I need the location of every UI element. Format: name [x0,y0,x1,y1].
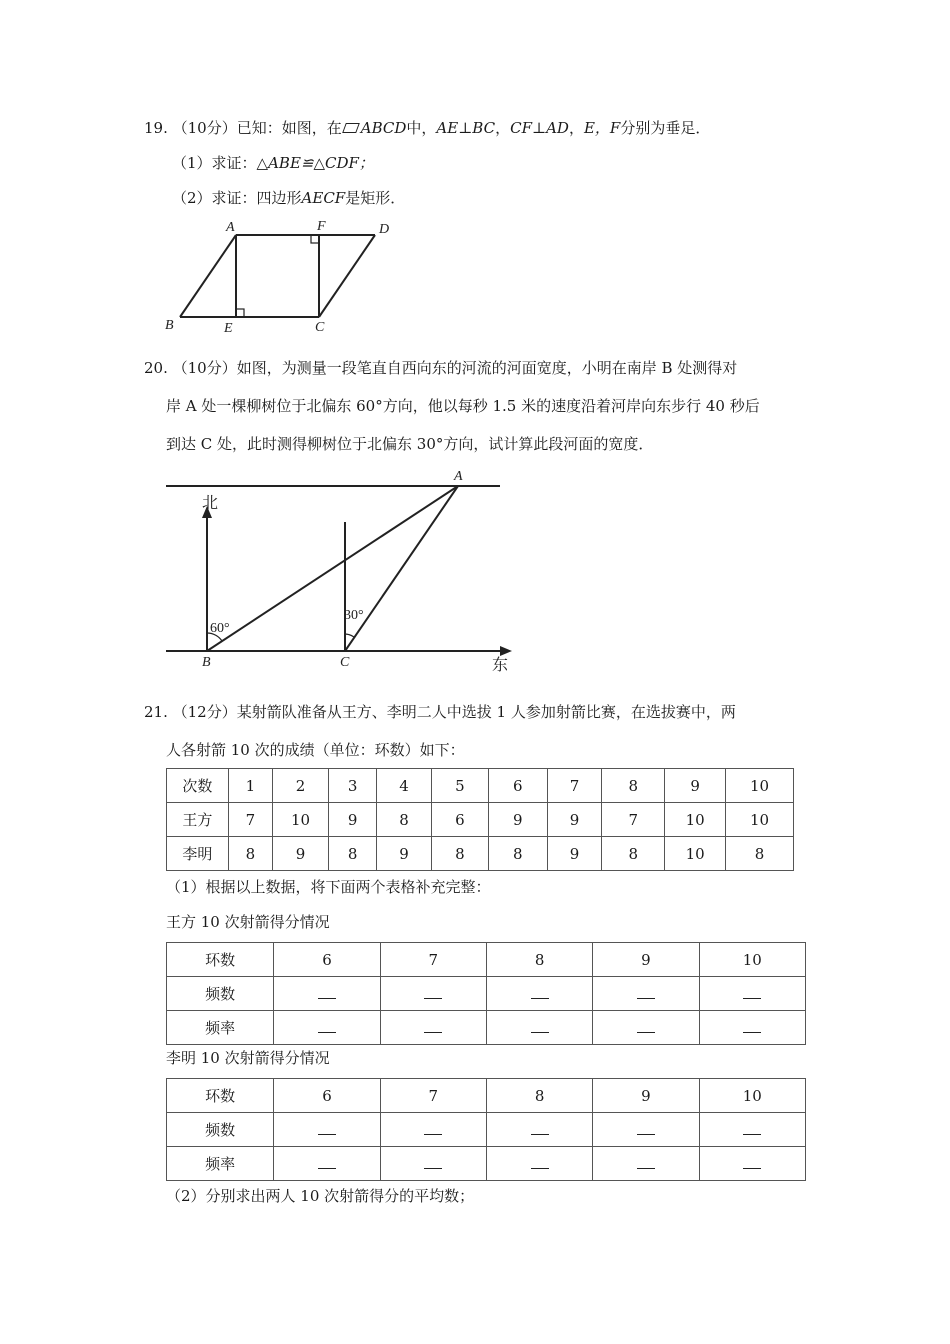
answer-blank [424,1158,442,1169]
table-cell: 6 [432,803,489,837]
table-cell: 8 [488,837,547,871]
q21-part1-text: （1）根据以上数据，将下面两个表格补充完整： [166,878,491,896]
table-row [167,977,806,1011]
label-c: C [340,655,350,670]
blank-cell[interactable] [380,1147,486,1181]
table-cell: 次数 [167,769,229,803]
q19-number: 19. [144,119,168,137]
q21-part1 [166,877,491,897]
blank-cell[interactable] [380,1011,486,1045]
table-cell: 1 [228,769,272,803]
answer-blank [743,1158,761,1169]
li-title-text: 李明 10 次射箭得分情况 [166,1049,330,1067]
q19-parallelogram-figure [160,215,400,340]
table-cell: 8 [377,803,432,837]
q19-part1-label: （1）求证： [172,154,257,172]
table-row [167,803,794,837]
table-cell: 2 [272,769,328,803]
q20-line2 [166,396,760,416]
table-cell: 9 [547,803,602,837]
label-d: D [379,222,390,237]
q20-line3 [166,434,653,454]
table-row [167,1079,806,1113]
angle-30-arc [345,634,354,637]
table-cell: 10 [726,769,794,803]
table-cell: 李明 [167,837,229,871]
right-angle-f-icon [311,235,319,243]
q21-line2 [166,740,465,760]
blank-cell[interactable] [699,1011,805,1045]
blank-cell[interactable] [593,1147,699,1181]
table-cell: 7 [228,803,272,837]
table-row [167,943,806,977]
right-angle-e-icon [236,309,244,317]
table-cell: 9 [272,837,328,871]
blank-cell[interactable] [593,977,699,1011]
table-cell: 6 [488,769,547,803]
answer-blank [531,988,549,999]
table-cell: 8 [602,769,665,803]
table-row [167,1113,806,1147]
angle-30-label: 30° [344,608,364,623]
q19-part2-post: 是矩形． [345,189,406,207]
table-cell: 9 [488,803,547,837]
label-c: C [315,320,325,335]
blank-cell[interactable] [699,1113,805,1147]
label-a: A [226,220,235,235]
q21-part2 [166,1186,474,1206]
table-cell: 4 [377,769,432,803]
blank-cell[interactable] [699,977,805,1011]
table-cell: 8 [602,837,665,871]
table-cell: 环数 [167,943,274,977]
answer-blank [637,1158,655,1169]
answer-blank [424,1022,442,1033]
table-cell: 8 [432,837,489,871]
parallelogram-symbol-icon [342,123,360,133]
table-cell: 9 [547,837,602,871]
table-cell: 8 [486,943,592,977]
table-cell: 8 [486,1079,592,1113]
q20-river-figure [160,462,520,674]
answer-blank [318,1158,336,1169]
table-cell: 8 [228,837,272,871]
table-cell: 3 [329,769,377,803]
table-cell: 频率 [167,1011,274,1045]
q21-text-1: 某射箭队准备从王方、李明二人中选拔 1 人参加射箭比赛，在选拔赛中，两 [236,703,736,721]
q19-part2-shape: AECF [301,189,346,207]
table-cell: 10 [699,943,805,977]
q21-part2-text: （2）分别求出两人 10 次射箭得分的平均数； [166,1187,475,1205]
table-cell: 频数 [167,977,274,1011]
answer-blank [743,988,761,999]
q19-cond3-post: 分别为垂足． [620,119,711,137]
side-ab [180,235,236,317]
table-cell: 8 [726,837,794,871]
q19-part1-statement: △ABE≌△CDF； [256,154,374,172]
blank-cell[interactable] [593,1011,699,1045]
q20-text-3: 到达 C 处，此时测得柳树位于北偏东 30°方向，试计算此段河面的宽度． [166,435,654,453]
answer-blank [637,1124,655,1135]
label-e: E [224,321,233,336]
answer-blank [743,1124,761,1135]
angle-60-label: 60° [210,621,230,636]
answer-blank [637,1022,655,1033]
q21-number: 21. [144,703,168,721]
answer-blank [531,1022,549,1033]
table-cell: 10 [726,803,794,837]
table-row [167,1011,806,1045]
answer-blank [318,1124,336,1135]
table-cell: 10 [272,803,328,837]
label-b: B [202,655,211,670]
q20-line1 [144,358,737,378]
q21-text-2: 人各射箭 10 次的成绩（单位：环数）如下： [166,741,465,759]
q21-score: （12分） [172,703,237,721]
label-a: A [454,469,463,484]
east-arrow-icon [500,646,512,656]
table-cell: 7 [547,769,602,803]
q19-score: （10分） [172,119,237,137]
answer-blank [637,988,655,999]
blank-cell[interactable] [486,1147,592,1181]
wang-frequency-table [166,942,806,1045]
table-cell: 9 [593,1079,699,1113]
side-cd [319,235,375,317]
q19-part2 [172,188,405,208]
q19-text [144,118,710,138]
north-label: 北 [202,495,219,512]
label-b: B [165,318,174,333]
table-cell: 6 [274,943,380,977]
li-table-title [166,1048,330,1068]
table-cell: 7 [380,1079,486,1113]
blank-cell[interactable] [274,1113,380,1147]
answer-blank [318,1022,336,1033]
label-f: F [317,219,326,234]
table-cell: 环数 [167,1079,274,1113]
blank-cell[interactable] [486,1113,592,1147]
li-frequency-table [166,1078,806,1181]
blank-cell[interactable] [486,1011,592,1045]
q19-parallelogram-name: ABCD [360,119,407,137]
answer-blank [424,1124,442,1135]
table-cell: 7 [380,943,486,977]
table-cell: 6 [274,1079,380,1113]
answer-blank [531,1124,549,1135]
east-label: 东 [492,657,509,674]
q19-cond2: CF⊥AD [510,119,569,137]
table-cell: 8 [329,837,377,871]
line-ca [345,486,458,651]
wang-title-text: 王方 10 次射箭得分情况 [166,913,330,931]
answer-blank [318,988,336,999]
answer-blank [743,1022,761,1033]
table-cell: 10 [665,837,726,871]
table-cell: 频率 [167,1147,274,1181]
table-row [167,769,794,803]
table-cell: 9 [377,837,432,871]
q19-given-1: 中， [406,119,437,137]
blank-cell[interactable] [274,1011,380,1045]
table-row [167,837,794,871]
score-table [166,768,794,871]
answer-blank [531,1158,549,1169]
q19-part1 [172,153,374,173]
blank-cell[interactable] [380,977,486,1011]
q20-text-1: 如图，为测量一段笔直自西向东的河流的河面宽度，小明在南岸 B 处测得对 [236,359,738,377]
q19-ef: E，F [583,119,621,137]
table-cell: 5 [432,769,489,803]
line-ba [207,486,458,651]
table-cell: 9 [329,803,377,837]
q20-number: 20. [144,359,168,377]
table-cell: 10 [665,803,726,837]
q20-score: （10分） [172,359,237,377]
q20-text-2: 岸 A 处一棵柳树位于北偏东 60°方向，他以每秒 1.5 米的速度沿着河岸向东步行 40 秒后 [166,397,760,415]
table-cell: 9 [665,769,726,803]
q21-line1 [144,702,736,722]
q19-part2-label: （2）求证：四边形 [172,189,302,207]
table-cell: 频数 [167,1113,274,1147]
blank-cell[interactable] [593,1113,699,1147]
table-cell: 王方 [167,803,229,837]
wang-table-title [166,912,330,932]
table-cell: 9 [593,943,699,977]
blank-cell[interactable] [699,1147,805,1181]
table-cell: 7 [602,803,665,837]
blank-cell[interactable] [486,977,592,1011]
table-row [167,1147,806,1181]
blank-cell[interactable] [380,1113,486,1147]
q19-comma: ， [495,119,511,137]
blank-cell[interactable] [274,977,380,1011]
answer-blank [424,988,442,999]
q19-cond1: AE⊥BC [436,119,496,137]
q19-cond3-pre: ， [568,119,584,137]
q19-intro: 已知：如图，在 [236,119,342,137]
blank-cell[interactable] [274,1147,380,1181]
table-cell: 10 [699,1079,805,1113]
